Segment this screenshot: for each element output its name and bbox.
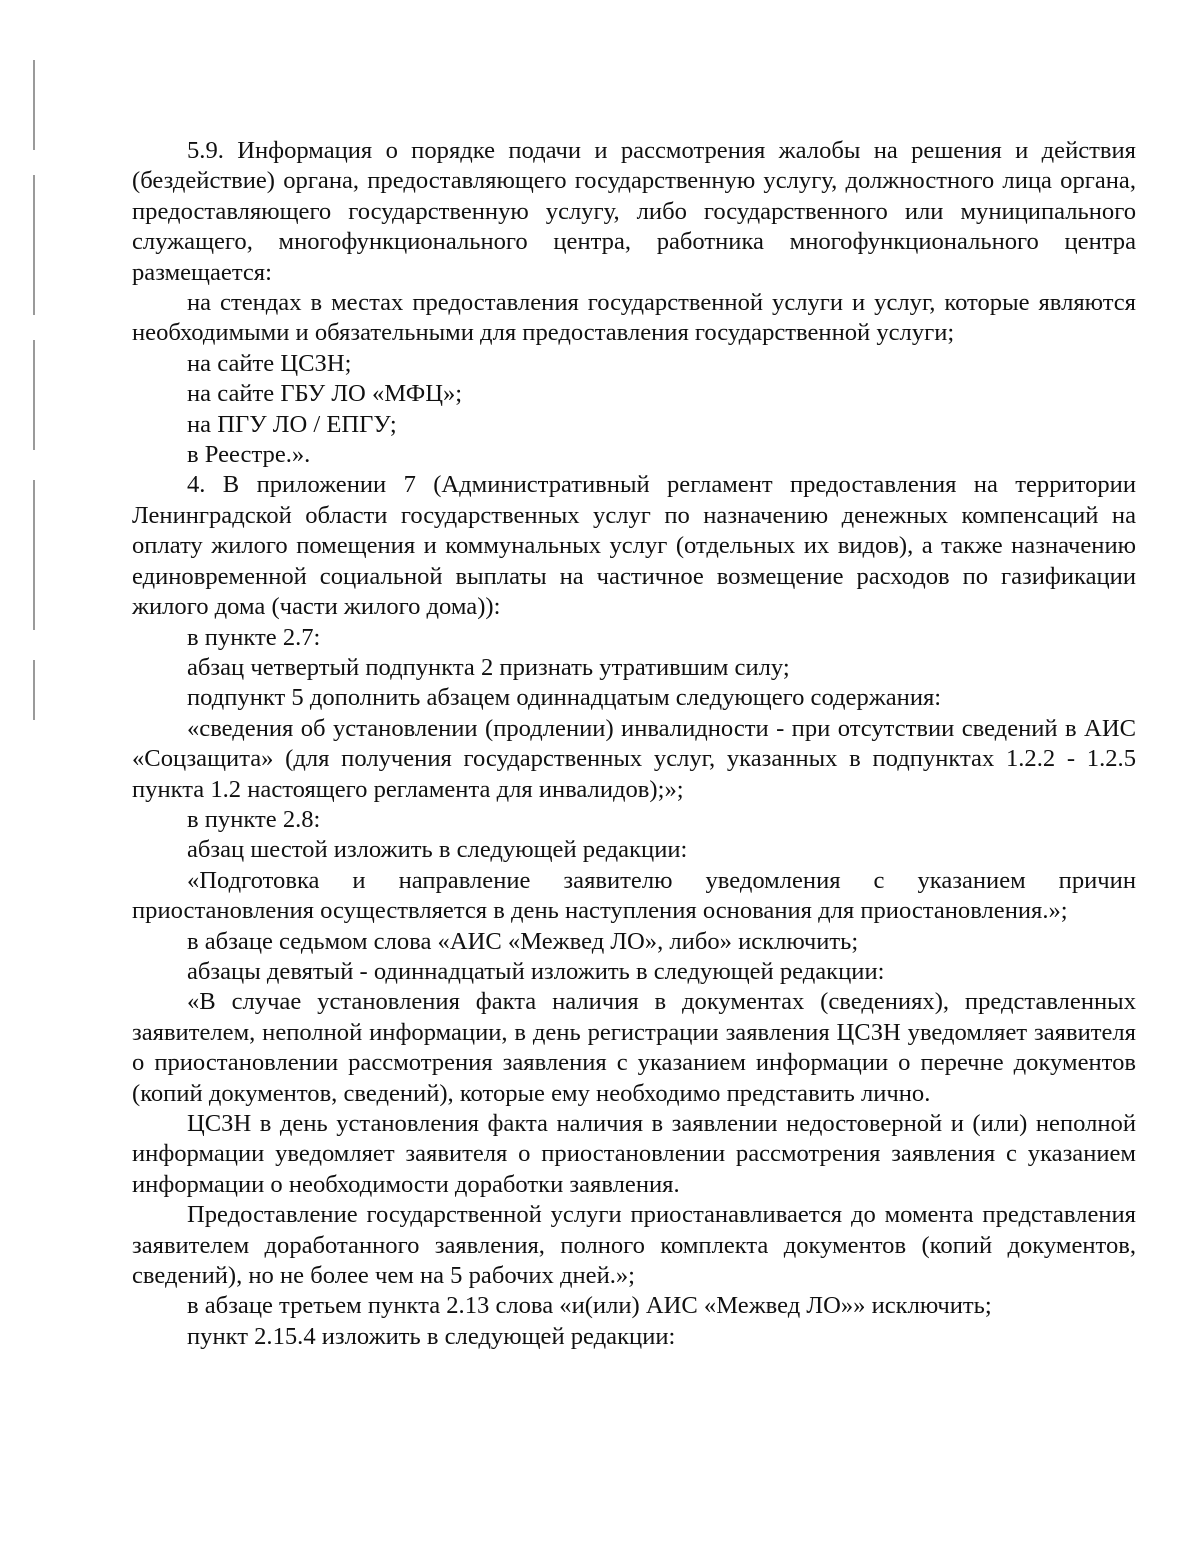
paragraph-registry: в Реестре.». <box>187 441 311 469</box>
paragraph-item-4: 4. В приложении 7 (Административный регламент предоставления на территории Ленинградской области государственных услуг по назначению денежных компенсаций на оплату жилого помещения и коммунальных услуг (отдельных их видов), а также назначению единовременной социальной выплаты на частичное возмещение расходов по газификации жилого дома (части жилого дома)): <box>132 471 1136 621</box>
paragraph-unreliable-info: ЦСЗН в день установления факта наличия в заявлении недостоверной и (или) неполной информации уведомляет заявителя о приостановлении рассмотрения заявления с указанием информации о необходимости доработки заявления. <box>132 1110 1136 1198</box>
paragraph-cszn-site: на сайте ЦСЗН; <box>187 349 352 377</box>
paragraph-mfc-site: на сайте ГБУ ЛО «МФЦ»; <box>187 380 463 408</box>
paragraph-point-2-8: в пункте 2.8: <box>187 805 321 833</box>
paragraph-subpoint-5: подпункт 5 дополнить абзацем одиннадцатым следующего содержания: <box>187 684 942 712</box>
paragraph-incomplete-docs: «В случае установления факта наличия в документах (сведениях), представленных заявителем, неполной информации, в день регистрации заявления ЦСЗН уведомляет заявителя о приостановлении рассмотрения заявления с указанием информации о перечне документов (копий документов, сведений), которые ему необходимо представить лично. <box>132 988 1136 1107</box>
paragraph-5-9: 5.9. Информация о порядке подачи и рассмотрения жалобы на решения и действия (бездействие) органа, предоставляющего государственную услугу, должностного лица органа, предоставляющего государственную услугу, либо государственного или муниципального служащего, многофункционального центра, работника многофункционального центра размещается: <box>132 137 1136 286</box>
paragraph-abzac-7: в абзаце седьмом слова «АИС «Межвед ЛО», либо» исключить; <box>187 927 859 955</box>
scan-edge-mark <box>33 340 35 450</box>
paragraph-pgu: на ПГУ ЛО / ЕПГУ; <box>187 410 397 438</box>
paragraph-abzac-6: абзац шестой изложить в следующей редакции: <box>187 836 688 864</box>
paragraph-suspension: Предоставление государственной услуги приостанавливается до момента представления заявителем доработанного заявления, полного комплекта документов (копий документов, сведений), но не более чем на 5 рабочих дней.»; <box>132 1201 1136 1290</box>
scan-edge-mark <box>33 660 35 720</box>
scan-edge-mark <box>33 60 35 150</box>
document-body <box>132 136 1136 1352</box>
paragraph-abzac-4: абзац четвертый подпункта 2 признать утратившим силу; <box>187 653 790 681</box>
paragraph-point-2-7: в пункте 2.7: <box>187 623 321 651</box>
paragraph-abzac-9-11: абзацы девятый - одиннадцатый изложить в следующей редакции: <box>187 957 885 985</box>
paragraph-disability-info: «сведения об установлении (продлении) инвалидности - при отсутствии сведений в АИС «Соцзащита» (для получения государственных услуг, указанных в подпунктах 1.2.2 - 1.2.5 пункта 1.2 настоящего регламента для инвалидов);»; <box>132 714 1136 803</box>
paragraph-notification: «Подготовка и направление заявителю уведомления с указанием причин приостановления осуществляется в день наступления основания для приостановления.»; <box>132 866 1136 925</box>
paragraph-point-2-13: в абзаце третьем пункта 2.13 слова «и(или) АИС «Межвед ЛО»» исключить; <box>187 1292 992 1320</box>
scan-edge-mark <box>33 175 35 315</box>
paragraph-stands: на стендах в местах предоставления государственной услуги и услуг, которые являются необходимыми и обязательными для предоставления государственной услуги; <box>132 289 1136 347</box>
scan-edge-mark <box>33 480 35 630</box>
paragraph-point-2-15-4: пункт 2.15.4 изложить в следующей редакции: <box>187 1322 676 1350</box>
